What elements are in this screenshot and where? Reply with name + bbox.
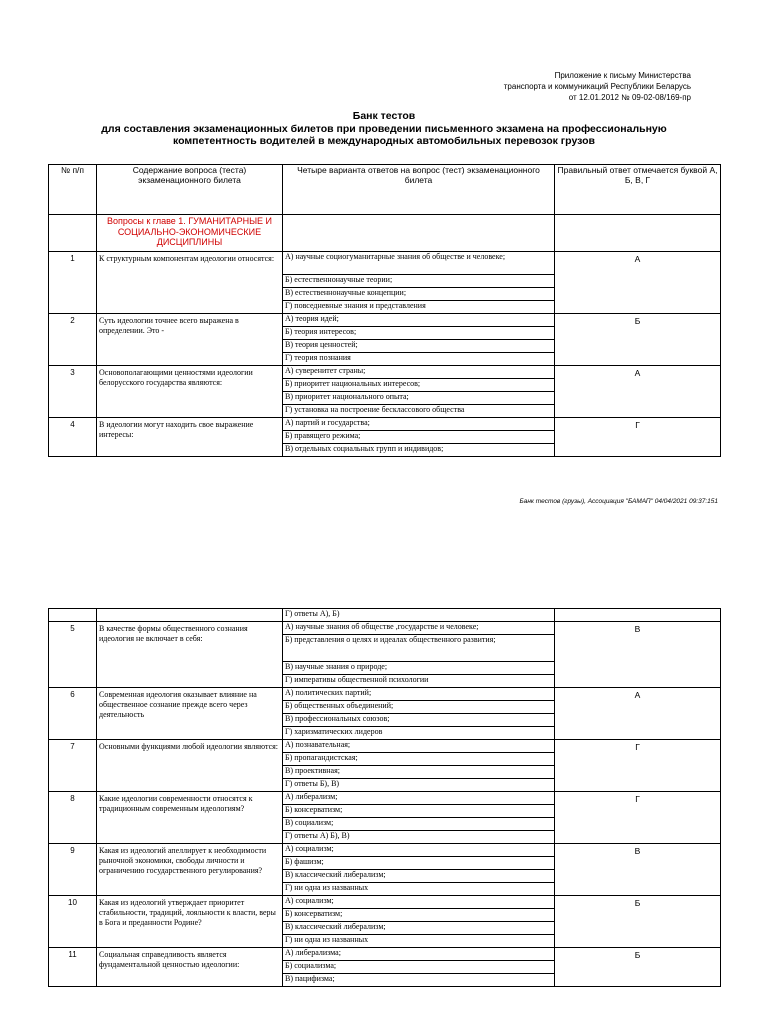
table-row bbox=[49, 418, 721, 431]
option-cell: В) естественнонаучные концепции; bbox=[283, 288, 555, 301]
option-cell: Г) ответы А) Б), В) bbox=[283, 831, 555, 844]
document-page-2 bbox=[0, 540, 768, 1024]
option-cell: В) классический либерализм; bbox=[283, 870, 555, 883]
correct-answer: А bbox=[555, 252, 721, 314]
question-text: В идеологии могут находить свое выражение интересы: bbox=[97, 418, 283, 457]
option-cell: А) политических партий; bbox=[283, 688, 555, 701]
option-cell: Г) харизматических лидеров bbox=[283, 727, 555, 740]
chapter-title: Вопросы к главе 1. ГУМАНИТАРНЫЕ И СОЦИАЛЬНО-ЭКОНОМИЧЕСКИЕ ДИСЦИПЛИНЫ bbox=[106, 216, 273, 247]
question-text: Какие идеологии современности относятся к традиционным современным идеологиям? bbox=[97, 792, 283, 844]
option-cell: Б) консерватизм; bbox=[283, 805, 555, 818]
option-cell: А) социализм; bbox=[283, 896, 555, 909]
question-number: 5 bbox=[49, 622, 97, 688]
table-row bbox=[49, 896, 721, 909]
option-cell: А) научные социогуманитарные знания об обществе и человеке; bbox=[283, 252, 555, 275]
question-number: 9 bbox=[49, 844, 97, 896]
header-options: Четыре варианта ответов на вопрос (тест) экзаменационного билета bbox=[283, 165, 555, 215]
option-cell: В) классический либерализм; bbox=[283, 922, 555, 935]
table-header-row bbox=[49, 165, 721, 215]
option-cell: Б) приоритет национальных интересов; bbox=[283, 379, 555, 392]
question-text: Суть идеологии точнее всего выражена в определении. Это - bbox=[97, 314, 283, 366]
question-number: 8 bbox=[49, 792, 97, 844]
option-cell: А) социализм; bbox=[283, 844, 555, 857]
page-footer: Банк тестов (грузы), Ассоциация "БАМАП" 04/04/2021 09:37:151 bbox=[519, 498, 718, 505]
option-cell: В) социализм; bbox=[283, 818, 555, 831]
question-text: В качестве формы общественного сознания идеология не включает в себя: bbox=[97, 622, 283, 688]
option-cell: Б) правящего режима; bbox=[283, 431, 555, 444]
option-cell: В) профессиональных союзов; bbox=[283, 714, 555, 727]
option-cell: Б) представления о целях и идеалах общественного развития; bbox=[283, 635, 555, 662]
annex-line: Приложение к письму Министерства bbox=[554, 71, 691, 80]
option-cell: Г) ответы А), Б) bbox=[283, 609, 555, 622]
table-row bbox=[49, 366, 721, 379]
table-row bbox=[49, 314, 721, 327]
option-cell: Б) теория интересов; bbox=[283, 327, 555, 340]
table-row bbox=[49, 688, 721, 701]
question-number: 11 bbox=[49, 948, 97, 987]
question-text: К структурным компонентам идеологии относятся: bbox=[97, 252, 283, 314]
option-cell: В) теория ценностей; bbox=[283, 340, 555, 353]
option-cell: В) приоритет национального опыта; bbox=[283, 392, 555, 405]
question-number: 10 bbox=[49, 896, 97, 948]
option-cell: В) проективная; bbox=[283, 766, 555, 779]
correct-answer: Б bbox=[555, 314, 721, 366]
option-cell: Г) установка на построение бесклассового общества bbox=[283, 405, 555, 418]
question-number: 3 bbox=[49, 366, 97, 418]
tests-table bbox=[48, 164, 721, 457]
title-line: компетентность водителей в международных автомобильных перевозок грузов bbox=[173, 135, 595, 147]
option-cell: Г) ни одна из названных bbox=[283, 883, 555, 896]
header-num: № п/п bbox=[49, 165, 97, 215]
carry-over-row bbox=[49, 609, 721, 622]
option-cell: Г) повседневные знания и представления bbox=[283, 301, 555, 314]
option-cell: В) научные знания о природе; bbox=[283, 662, 555, 675]
correct-answer: А bbox=[555, 688, 721, 740]
option-cell: А) партий и государства; bbox=[283, 418, 555, 431]
option-cell: Г) ответы Б), В) bbox=[283, 779, 555, 792]
correct-answer: В bbox=[555, 622, 721, 688]
table-row bbox=[49, 252, 721, 275]
table-row bbox=[49, 844, 721, 857]
chapter-row bbox=[49, 215, 721, 252]
option-cell: А) либерализма; bbox=[283, 948, 555, 961]
question-number: 2 bbox=[49, 314, 97, 366]
header-question: Содержание вопроса (теста) экзаменационного билета bbox=[97, 165, 283, 215]
question-number: 4 bbox=[49, 418, 97, 457]
option-cell: Б) общественных объединений; bbox=[283, 701, 555, 714]
question-number: 1 bbox=[49, 252, 97, 314]
option-cell: В) пацифизма; bbox=[283, 974, 555, 987]
annex-note bbox=[504, 70, 691, 103]
question-text: Какая из идеологий апеллирует к необходимости рыночной экономики, свободы личности и ограничению государственного регулирования? bbox=[97, 844, 283, 896]
option-cell: Б) консерватизм; bbox=[283, 909, 555, 922]
question-text: Какая из идеологий утверждает приоритет стабильности, традиций, лояльности к власти, веры в Бога и преданности Родине? bbox=[97, 896, 283, 948]
question-text: Основополагающими ценностями идеологии белорусского государства являются: bbox=[97, 366, 283, 418]
question-text: Социальная справедливость является фундаментальной ценностью идеологии: bbox=[97, 948, 283, 987]
annex-line: от 12.01.2012 № 09-02-08/169-пр bbox=[568, 93, 691, 102]
option-cell: Б) естественнонаучные теории; bbox=[283, 275, 555, 288]
option-cell: Б) пропагандистская; bbox=[283, 753, 555, 766]
option-cell: А) научные знания об обществе ,государстве и человеке; bbox=[283, 622, 555, 635]
title-line: для составления экзаменационных билетов при проведении письменного экзамена на профессиональную bbox=[101, 122, 667, 135]
question-number: 7 bbox=[49, 740, 97, 792]
option-cell: Б) социализма; bbox=[283, 961, 555, 974]
document-title bbox=[60, 110, 708, 148]
option-cell: А) познавательная; bbox=[283, 740, 555, 753]
correct-answer: Г bbox=[555, 418, 721, 457]
correct-answer: Б bbox=[555, 948, 721, 987]
option-cell: В) отдельных социальных групп и индивидов; bbox=[283, 444, 555, 457]
table-row bbox=[49, 792, 721, 805]
table-row bbox=[49, 622, 721, 635]
option-cell: А) теория идей; bbox=[283, 314, 555, 327]
table-row bbox=[49, 740, 721, 753]
tests-table-continued bbox=[48, 608, 721, 987]
option-cell: Г) императивы общественной психологии bbox=[283, 675, 555, 688]
option-cell: А) либерализм; bbox=[283, 792, 555, 805]
annex-line: транспорта и коммуникаций Республики Беларусь bbox=[503, 82, 691, 91]
option-cell: Г) ни одна из названных bbox=[283, 935, 555, 948]
question-text: Основными функциями любой идеологии являются: bbox=[97, 740, 283, 792]
title-line: Банк тестов bbox=[352, 110, 416, 122]
option-cell: Г) теория познания bbox=[283, 353, 555, 366]
option-cell: А) суверенитет страны; bbox=[283, 366, 555, 379]
correct-answer: Г bbox=[555, 792, 721, 844]
option-cell: Б) фашизм; bbox=[283, 857, 555, 870]
header-answer: Правильный ответ отмечается буквой А, Б, В, Г bbox=[555, 165, 721, 215]
question-number: 6 bbox=[49, 688, 97, 740]
question-text: Современная идеология оказывает влияние на общественное сознание прежде всего через деятельность bbox=[97, 688, 283, 740]
correct-answer: Г bbox=[555, 740, 721, 792]
table-row bbox=[49, 948, 721, 961]
correct-answer: А bbox=[555, 366, 721, 418]
correct-answer: Б bbox=[555, 896, 721, 948]
correct-answer: В bbox=[555, 844, 721, 896]
